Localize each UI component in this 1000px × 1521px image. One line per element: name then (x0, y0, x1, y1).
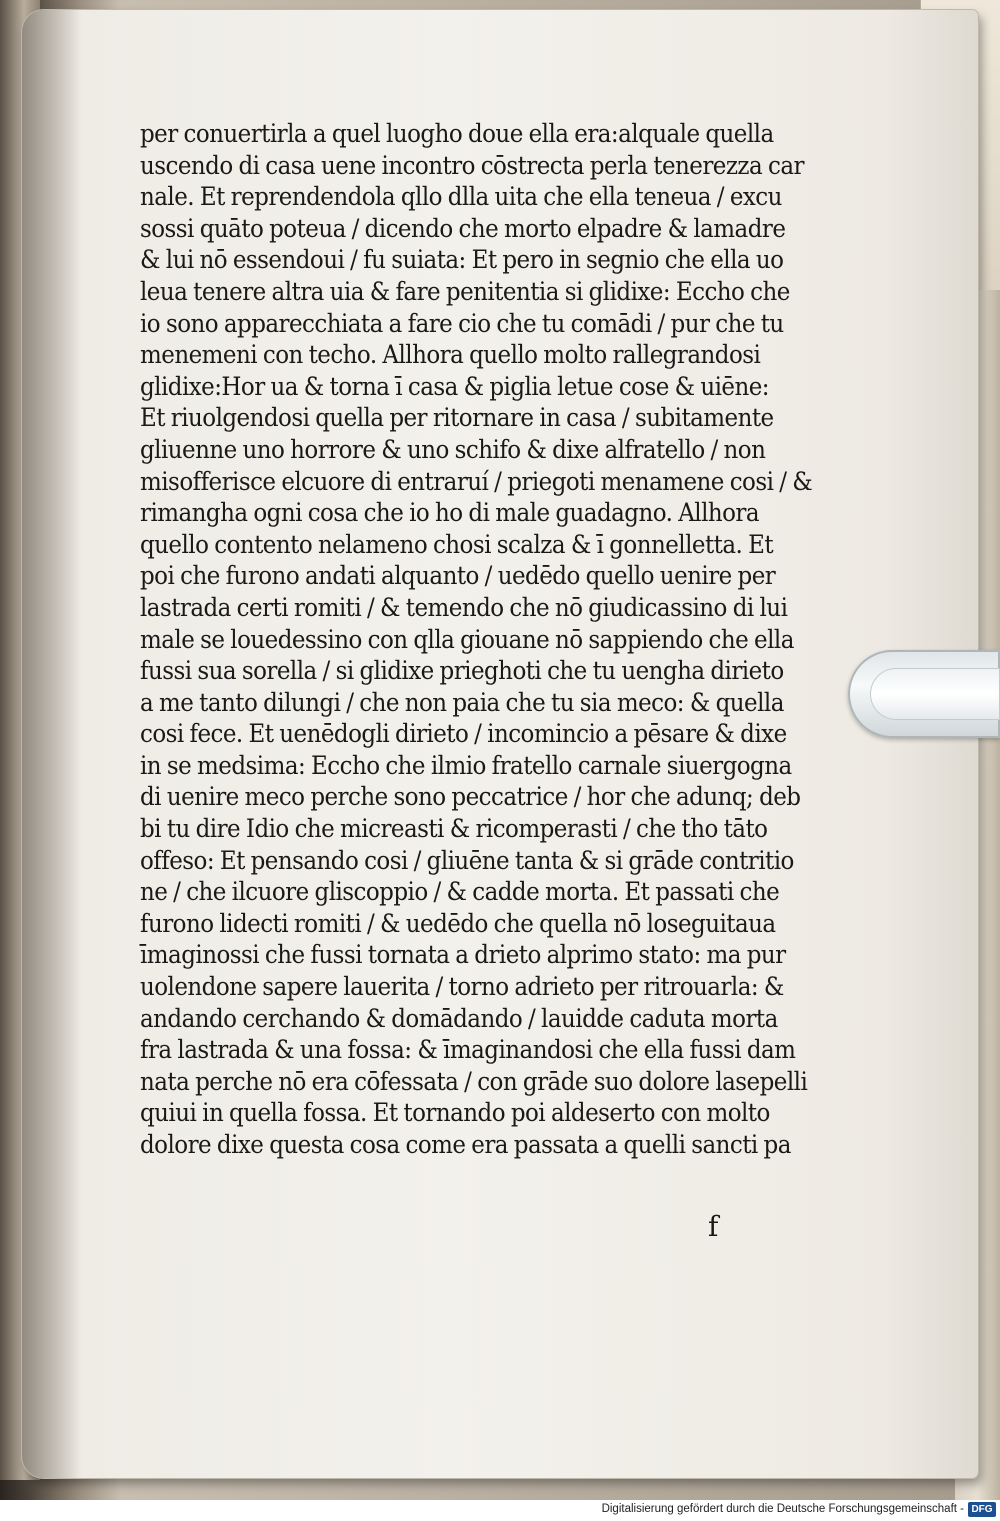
text-line: in se medsima: Eccho che ilmio fratello carnale siuergogna (140, 750, 792, 780)
text-line: nale. Et reprendendola qllo dlla uita che ella teneua / excu (140, 182, 782, 212)
text-line: a me tanto dilungi / che non paia che tu sia meco: & quella (140, 687, 784, 717)
text-line: cosi fece. Et uenēdogli dirieto / incomincio a pēsare & dixe (140, 719, 787, 749)
text-line: glidixe:Hor ua & torna ī casa & piglia letue cose & uiēne: (140, 371, 770, 401)
text-line: di uenire meco perche sono peccatrice / hor che adunq; deb (140, 782, 801, 812)
text-line: per conuertirla a quel luogho doue ella era:alquale quella (140, 119, 774, 148)
text-line: quello contento nelameno chosi scalza & ī gonnelletta. Et (140, 529, 774, 559)
text-line: io sono apparecchiata a fare cio che tu comādi / pur che tu (140, 308, 784, 338)
text-line: leua tenere altra uia & fare penitentia si glidixe: Eccho che (140, 276, 790, 306)
text-line: quiui in quella fossa. Et tornando poi aldeserto con molto (140, 1098, 770, 1128)
text-line: menemeni con techo. Allhora quello molto rallegrandosi (140, 340, 761, 370)
text-line: rimangha ogni cosa che io ho di male guadagno. Allhora (140, 498, 760, 528)
text-line: dolore dixe questa cosa come era passata a quelli sancti pa (140, 1130, 791, 1159)
text-line: offeso: Et pensando cosi / gliuēne tanta & si grāde contritio (140, 845, 794, 875)
text-line: uolendone sapere lauerita / torno adrieto per ritrouarla: & (140, 972, 784, 1002)
footer-credit: Digitalisierung gefördert durch die Deutsche Forschungsgemeinschaft - (601, 1503, 964, 1515)
text-line: furono lidecti romiti / & uedēdo che quella nō loseguitaua (140, 908, 776, 938)
text-line: fussi sua sorella / si glidixe prieghoti che tu uengha dirieto (140, 656, 784, 686)
footer-bar (0, 1500, 1000, 1521)
text-line: ne / che ilcuore gliscoppio / & cadde morta. Et passati che (140, 877, 780, 907)
text-line: misofferisce elcuore di entraruí / priegoti menamene cosi / & (140, 466, 813, 496)
text-line: gliuenne uno horrore & uno schifo & dixe alfratello / non (140, 434, 766, 464)
text-line: Et riuolgendosi quella per ritornare in casa / subitamente (140, 403, 774, 433)
text-line: andando cerchando & domādando / lauidde caduta morta (140, 1003, 778, 1033)
text-line: male se louedessino con qlla giouane nō sappiendo che ella (140, 624, 794, 654)
page-text-block (140, 118, 813, 1161)
text-line: bi tu dire Idio che micreasti & ricomperasti / che tho tāto (140, 814, 768, 844)
text-line: lastrada certi romiti / & temendo che nō giudicassino di lui (140, 592, 788, 622)
page-clip-inner (870, 668, 1000, 720)
text-line: uscendo di casa uene incontro cōstrecta perla tenerezza car (140, 150, 804, 180)
text-line: nata perche nō era cōfessata / con grāde suo dolore lasepelli (140, 1066, 808, 1096)
text-line: īmaginossi che fussi tornata a drieto alprimo stato: ma pur (140, 940, 786, 970)
page-gutter-shadow (22, 10, 82, 1478)
text-line: poi che furono andati alquanto / uedēdo quello uenire per (140, 561, 776, 591)
text-line: & lui nō essendoui / fu suiata: Et pero in segnio che ella uo (140, 245, 784, 275)
text-line: fra lastrada & una fossa: & īmaginandosi che ella fussi dam (140, 1035, 796, 1065)
dfg-logo-icon: DFG (968, 1502, 996, 1517)
text-line: sossi quāto poteua / dicendo che morto elpadre & lamadre (140, 213, 786, 243)
signature-mark: f (708, 1210, 719, 1243)
